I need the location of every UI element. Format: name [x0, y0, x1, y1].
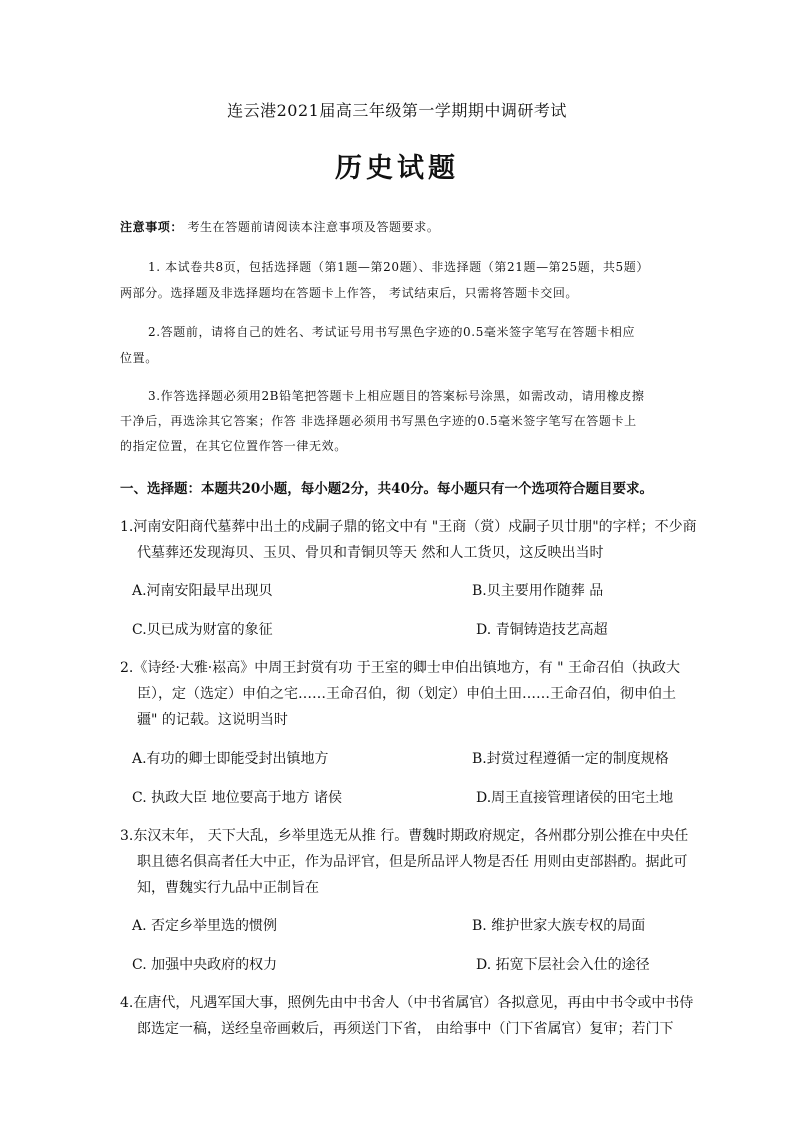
notice-item-1-line-2: 两部分。选择题及非选择题均在答题卡上作答， 考试结束后，只需将答题卡交回。 — [120, 286, 579, 300]
question-4-line-1: 4.在唐代，凡遇军国大事，照例先由中书舍人（中书省属官）各拟意见，再由中书令或中书侍 — [120, 995, 694, 1011]
question-2-option-a: A.有功的卿士即能受封出镇地方 — [132, 751, 329, 767]
question-2-line-3: 疆" 的记载。这说明当时 — [137, 712, 288, 728]
notice-heading: 注意事项： — [120, 220, 184, 234]
notice-item-1-line-1: 1. 本试卷共8页，包括选择题（第1题—第20题）、非选择题（第21题—第25题，共5题） — [148, 260, 649, 274]
question-1-option-d: D. 青铜铸造技艺高超 — [476, 622, 608, 638]
question-1-option-b: B.贝主要用作随葬 品 — [472, 583, 604, 599]
notice-intro-line — [120, 218, 439, 235]
section-heading: 一、选择题：本题共20小题，每小题2分，共40分。每小题只有一个选项符合题目要求。 — [120, 481, 653, 497]
question-2-option-b: B.封赏过程遵循一定的制度规格 — [472, 751, 669, 767]
question-3-option-b: B. 维护世家大族专权的局面 — [472, 918, 646, 934]
question-3-option-c: C. 加强中央政府的权力 — [132, 957, 278, 973]
notice-item-3-line-2: 干净后，再选涂其它答案；作答 非选择题必须用书写黑色字迹的0.5毫米签字笔写在答题卡上 — [120, 414, 637, 428]
question-3-line-3: 知，曹魏实行九品中正制旨在 — [137, 880, 319, 896]
notice-item-2-line-1: 2.答题前，请将自己的姓名、考试证号用书写黑色字迹的0.5毫米签字笔写在答题卡相应 — [148, 325, 636, 339]
exam-title: 连云港2021届高三年级第一学期期中调研考试 — [227, 101, 567, 120]
question-1-option-c: C.贝已成为财富的象征 — [132, 622, 273, 638]
notice-intro: 考生在答题前请阅读本注意事项及答题要求。 — [187, 220, 440, 234]
question-1-line-2: 代墓葬还发现海贝、玉贝、骨贝和青铜贝等天 然和人工货贝，这反映出当时 — [137, 545, 604, 561]
subject-title: 历史试题 — [335, 153, 459, 184]
question-2-line-2: 臣），定（选定）申伯之宅……王命召伯，彻（划定）申伯土田……王命召伯，彻申伯土 — [137, 686, 676, 702]
question-2-option-d: D.周王直接管理诸侯的田宅土地 — [476, 790, 674, 806]
question-1-line-1: 1.河南安阳商代墓葬中出土的戍嗣子鼎的铭文中有 "王商（赏）戍嗣子贝廿朋"的字样；不少商 — [120, 519, 697, 535]
question-3-line-1: 3.东汉末年， 天下大乱，乡举里选无从推 行。曹魏时期政府规定，各州郡分别公推在中央任 — [120, 828, 689, 844]
question-3-option-a: A. 否定乡举里选的惯例 — [132, 918, 278, 934]
question-2-line-1: 2.《诗经·大雅·崧高》中周王封赏有功 于王室的卿士申伯出镇地方，有 " 王命召伯（执政大 — [120, 660, 681, 676]
question-1-option-a: A.河南安阳最早出现贝 — [132, 583, 273, 599]
question-3-line-2: 职且德名俱高者任大中正，作为品评官，但是所品评人物是否任 用则由吏部斟酌。据此可 — [137, 854, 688, 870]
question-2-option-c: C. 执政大臣 地位要高于地方 诸侯 — [132, 790, 343, 806]
notice-item-3-line-3: 的指定位置，在其它位置作答一律无效。 — [120, 439, 347, 453]
notice-item-2-line-2: 位置。 — [120, 351, 158, 365]
question-4-line-2: 郎选定一稿，送经皇帝画敕后，再须送门下省， 由给事中（门下省属官）复审；若门下 — [137, 1021, 674, 1037]
question-3-option-d: D. 拓宽下层社会入仕的途径 — [476, 957, 650, 973]
notice-item-3-line-1: 3.作答选择题必须用2B铅笔把答题卡上相应题目的答案标号涂黑，如需改动，请用橡皮擦 — [148, 389, 645, 403]
